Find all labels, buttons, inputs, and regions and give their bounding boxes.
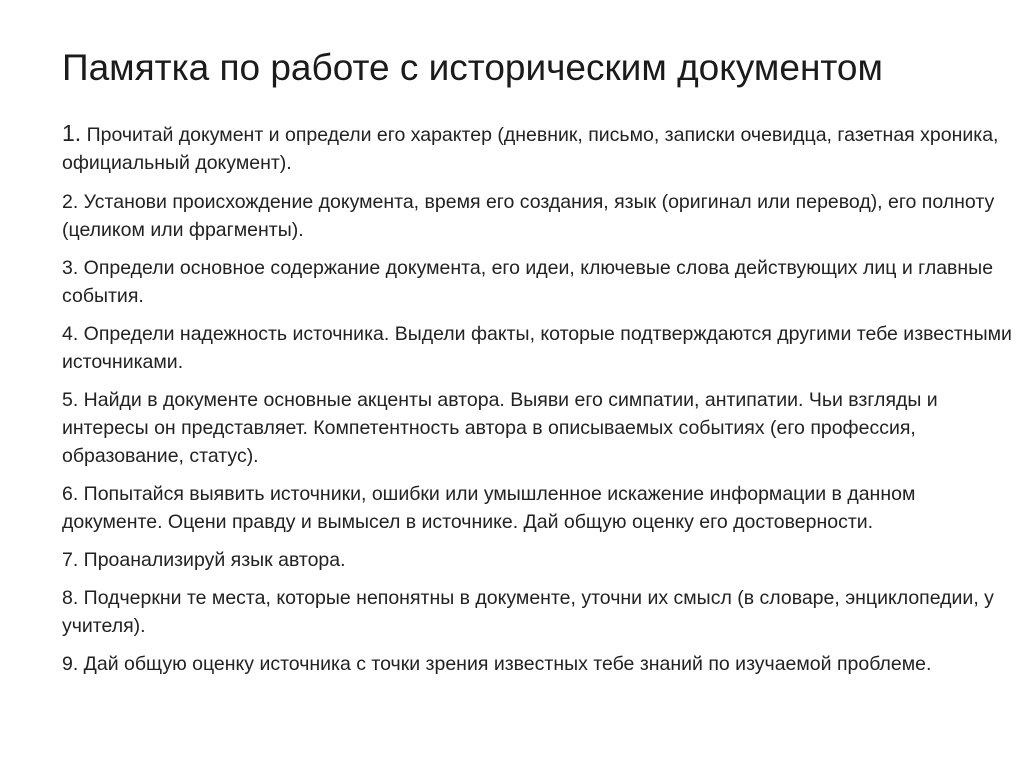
item-number: 8. [62,587,79,609]
list-item [62,650,1012,678]
item-text: Установи происхождение документа, время его создания, язык (оригинал или перевод), его полноту (целиком или фрагменты). [62,191,995,241]
memo-list [62,119,1012,688]
item-number: 4. [62,323,79,345]
list-item [62,386,1012,470]
item-text: Определи надежность источника. Выдели факты, которые подтверждаются другими тебе известными источниками. [62,323,1012,373]
item-number: 3. [62,257,79,279]
item-number: 2. [62,191,79,213]
list-item [62,480,1012,536]
item-number: 1. [62,120,82,146]
list-item [62,188,1012,244]
item-text: Дай общую оценку источника с точки зрения известных тебе знаний по изучаемой проблеме. [78,653,932,675]
list-item [62,584,1012,640]
item-text: Определи основное содержание документа, его идеи, ключевые слова действующих лиц и главные события. [62,257,994,307]
item-number: 5. [62,389,79,411]
item-text: Проанализируй язык автора. [78,549,346,571]
item-number: 7. [62,549,79,571]
item-text: Подчеркни те места, которые непонятны в документе, уточни их смысл (в словаре, энциклопедии, у учителя). [62,587,994,637]
list-item [62,320,1012,376]
item-text: Попытайся выявить источники, ошибки или умышленное искажение информации в данном документе. Оцени правду и вымысел в источнике. Дай общую оценку его достоверности. [62,483,916,533]
list-item [62,546,1012,574]
item-number: 9. [62,653,79,675]
item-number: 6. [62,483,79,505]
page-title: Памятка по работе с историческим документом [62,47,883,88]
item-text: Найди в документе основные акценты автора. Выяви его симпатии, антипатии. Чьи взгляды и интересы он представляет. Компетентность автора в описываемых событиях (его профессия, образование, статус). [62,389,938,467]
list-item [62,254,1012,310]
item-text: Прочитай документ и определи его характер (дневник, письмо, записки очевидца, газетная хроника, официальный документ). [62,124,999,174]
list-item [62,119,1012,177]
